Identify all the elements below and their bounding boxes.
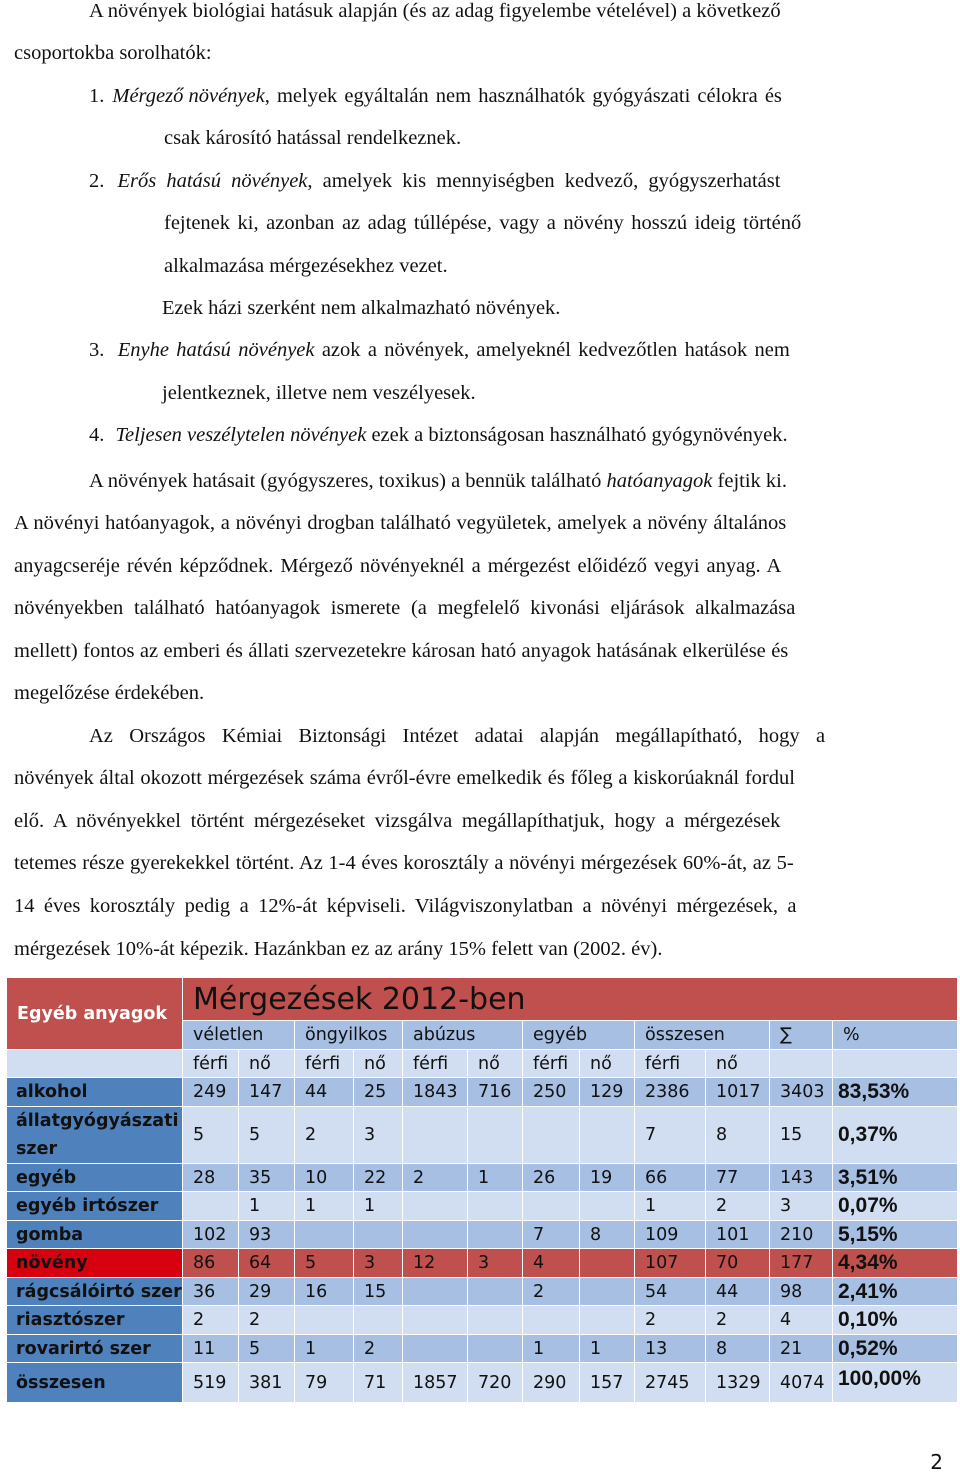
table-cell [580, 1306, 635, 1335]
list-text: azok a növények, amelyeknél kedvezőtlen hatások nem [314, 339, 790, 361]
table-cell [295, 1221, 354, 1249]
table-cell [580, 1249, 635, 1278]
sub-header: férfi [523, 1050, 580, 1078]
paragraph-compounds-line3: növényekben található hatóanyagok ismerete (a megfelelő kivonási eljárások alkalmazása [14, 597, 796, 619]
table-cell: 44 [295, 1078, 354, 1107]
list-term: Mérgező növények [112, 85, 265, 107]
table-cell: 15 [354, 1278, 403, 1306]
table-cell: 2 [706, 1306, 770, 1335]
table-cell: 8 [706, 1335, 770, 1363]
sub-header-blank [7, 1050, 183, 1078]
group-header: öngyilkos [295, 1021, 403, 1050]
table-cell: 720 [468, 1363, 523, 1403]
row-label: alkohol [7, 1078, 183, 1107]
table-cell: 249 [183, 1078, 239, 1107]
table-cell: 1 [239, 1192, 295, 1221]
table-cell: 44 [706, 1278, 770, 1306]
table-cell: 10 [295, 1164, 354, 1192]
percent-cell: 5,15% [833, 1221, 958, 1249]
percent-cell: 3,51% [833, 1164, 958, 1192]
list-term: Enyhe hatású növények [117, 339, 315, 361]
table-row [7, 1306, 958, 1335]
row-label: egyéb irtószer [7, 1192, 183, 1221]
table-cell: 22 [354, 1164, 403, 1192]
table-cell: 5 [239, 1335, 295, 1363]
table-cell: 157 [580, 1363, 635, 1403]
table-cell: 36 [183, 1278, 239, 1306]
paragraph-stats-line2: növények által okozott mérgezések száma évről-évre emelkedik és főleg a kiskorúaknál fordul [14, 767, 795, 789]
table-cell: 4 [770, 1306, 833, 1335]
table-cell: 5 [239, 1107, 295, 1164]
table-cell [403, 1306, 468, 1335]
table-title: Mérgezések 2012-ben [183, 978, 958, 1021]
list-term: Erős hatású növények [117, 170, 308, 192]
list-item-1-line2: csak károsító hatással rendelkeznek. [164, 127, 462, 149]
list-number: 1. [89, 85, 105, 107]
list-text: ezek a biztonságosan használható gyógynövények. [366, 424, 788, 446]
table-cell: 1 [523, 1335, 580, 1363]
table-cell [468, 1335, 523, 1363]
table-cell: 1 [295, 1192, 354, 1221]
table-cell: 3 [354, 1107, 403, 1164]
table-cell: 2 [403, 1164, 468, 1192]
table-cell: 71 [354, 1363, 403, 1403]
table-cell: 3 [468, 1249, 523, 1278]
paragraph-compounds-line4: mellett) fontos az emberi és állati szervezetekre károsan ható anyagok hatásának elkerülése és [14, 640, 789, 662]
table-cell: 210 [770, 1221, 833, 1249]
list-item-2 [89, 171, 780, 192]
table-cell [468, 1306, 523, 1335]
table-cell: 107 [635, 1249, 706, 1278]
table-cell: 21 [770, 1335, 833, 1363]
table-cell: 8 [706, 1107, 770, 1164]
table-cell: 716 [468, 1078, 523, 1107]
table-cell: 101 [706, 1221, 770, 1249]
table-cell: 70 [706, 1249, 770, 1278]
table-row [7, 1164, 958, 1192]
list-item-2-line2: fejtenek ki, azonban az adag túllépése, vagy a növény hosszú ideig történő [164, 212, 802, 234]
table-cell: 98 [770, 1278, 833, 1306]
table-cell [403, 1278, 468, 1306]
table-cell [468, 1107, 523, 1164]
table-cell: 2386 [635, 1078, 706, 1107]
table-cell: 7 [523, 1221, 580, 1249]
table-cell: 11 [183, 1335, 239, 1363]
table-cell: 77 [706, 1164, 770, 1192]
table-cell [403, 1107, 468, 1164]
row-label: összesen [7, 1363, 183, 1403]
table-cell: 2 [183, 1306, 239, 1335]
table-corner: Egyéb anyagok [7, 978, 183, 1050]
table-cell: 3403 [770, 1078, 833, 1107]
table-cell [468, 1278, 523, 1306]
table-cell: 26 [523, 1164, 580, 1192]
list-item-3-line2: jelentkeznek, illetve nem veszélyesek. [162, 382, 476, 404]
table-cell: 177 [770, 1249, 833, 1278]
table-cell: 4074 [770, 1363, 833, 1403]
table-row [7, 1249, 958, 1278]
list-item-2-line4: Ezek házi szerként nem alkalmazható növények. [162, 297, 561, 319]
table-cell: 86 [183, 1249, 239, 1278]
percent-cell: 4,34% [833, 1249, 958, 1278]
table-row [7, 1107, 958, 1164]
row-label: rovarirtó szer [7, 1335, 183, 1363]
percent-cell: 0,52% [833, 1335, 958, 1363]
sub-header: nő [580, 1050, 635, 1078]
table-cell: 2 [635, 1306, 706, 1335]
table-cell: 102 [183, 1221, 239, 1249]
paragraph-stats-line6: mérgezések 10%-át képezik. Hazánkban ez az arány 15% felett van (2002. év). [14, 938, 663, 960]
table-cell: 79 [295, 1363, 354, 1403]
table-cell: 12 [403, 1249, 468, 1278]
table-row [7, 1078, 958, 1107]
paragraph-stats-line5: 14 éves korosztály pedig a 12%-át képviseli. Világviszonylatban a növényi mérgezések, a [14, 895, 797, 917]
sub-header: nő [239, 1050, 295, 1078]
list-item-3 [89, 340, 790, 361]
table-cell [468, 1221, 523, 1249]
table-cell: 1 [468, 1164, 523, 1192]
table-cell: 1843 [403, 1078, 468, 1107]
group-header: ∑ [770, 1021, 833, 1050]
table-cell [468, 1192, 523, 1221]
list-number: 4. [89, 424, 105, 446]
row-label: gomba [7, 1221, 183, 1249]
table-cell: 1 [580, 1335, 635, 1363]
paragraph-effects-term: hatóanyagok [606, 470, 713, 492]
list-item-4 [89, 425, 788, 446]
table-cell [523, 1192, 580, 1221]
table-cell: 19 [580, 1164, 635, 1192]
table-cell [523, 1107, 580, 1164]
table-cell: 519 [183, 1363, 239, 1403]
table-cell: 4 [523, 1249, 580, 1278]
table-cell: 1329 [706, 1363, 770, 1403]
paragraph-compounds-line1: A növényi hatóanyagok, a növényi drogban található vegyületek, amelyek a növény általános [14, 512, 787, 534]
group-header: véletlen [183, 1021, 295, 1050]
row-label: riasztószer [7, 1306, 183, 1335]
paragraph-compounds-line2: anyagcseréje révén képződnek. Mérgező növényeknél a mérgezést előidéző vegyi anyag. A [14, 555, 782, 577]
table-row [7, 1335, 958, 1363]
table-cell: 2 [523, 1278, 580, 1306]
table-cell: 3 [770, 1192, 833, 1221]
sub-header-blank [770, 1050, 833, 1078]
table-cell: 2 [295, 1107, 354, 1164]
paragraph-effects-text: A növények hatásait (gyógyszeres, toxikus) a bennük található [89, 470, 607, 492]
row-label: állatgyógyászati szer [7, 1107, 183, 1164]
table-cell: 1 [354, 1192, 403, 1221]
group-header: abúzus [403, 1021, 523, 1050]
table-cell: 54 [635, 1278, 706, 1306]
table-cell: 93 [239, 1221, 295, 1249]
list-number: 3. [89, 339, 105, 361]
table-cell: 64 [239, 1249, 295, 1278]
table-cell: 1 [295, 1335, 354, 1363]
table-cell: 2 [706, 1192, 770, 1221]
table-cell: 381 [239, 1363, 295, 1403]
table-cell: 109 [635, 1221, 706, 1249]
table-cell [403, 1221, 468, 1249]
group-header: összesen [635, 1021, 770, 1050]
table-cell: 15 [770, 1107, 833, 1164]
list-text: , melyek egyáltalán nem használhatók gyógyászati célokra és [264, 85, 782, 107]
percent-cell: 2,41% [833, 1278, 958, 1306]
table-cell: 8 [580, 1221, 635, 1249]
table-cell: 250 [523, 1078, 580, 1107]
row-label: növény [7, 1249, 183, 1278]
table-cell: 28 [183, 1164, 239, 1192]
table-cell [354, 1306, 403, 1335]
percent-cell: 0,10% [833, 1306, 958, 1335]
table-row [7, 1363, 958, 1403]
group-header: % [833, 1021, 958, 1050]
paragraph-intro-line1: A növények biológiai hatásuk alapján (és az adag figyelembe vételével) a következő [89, 0, 781, 22]
row-label: rágcsálóirtó szer [7, 1278, 183, 1306]
sub-header: férfi [183, 1050, 239, 1078]
table-cell [354, 1221, 403, 1249]
table-cell: 5 [183, 1107, 239, 1164]
table-row [7, 1192, 958, 1221]
table-cell [295, 1306, 354, 1335]
page-number: 2 [930, 1450, 943, 1474]
sub-header-blank [833, 1050, 958, 1078]
list-term: Teljesen veszélytelen növények [115, 424, 367, 446]
table-cell: 1857 [403, 1363, 468, 1403]
list-number: 2. [89, 170, 105, 192]
paragraph-stats-line4: tetemes része gyerekekkel történt. Az 1-4 éves korosztály a növényi mérgezések 60%-át, az 5- [14, 852, 794, 874]
paragraph-effects [89, 471, 787, 492]
paragraph-effects-end: fejtik ki. [712, 470, 787, 492]
table-cell: 25 [354, 1078, 403, 1107]
percent-cell: 0,07% [833, 1192, 958, 1221]
list-item-2-line3: alkalmazása mérgezésekhez vezet. [164, 255, 448, 277]
percent-cell: 83,53% [833, 1078, 958, 1107]
table-cell: 290 [523, 1363, 580, 1403]
table-cell: 1017 [706, 1078, 770, 1107]
table-cell [183, 1192, 239, 1221]
sub-header: nő [706, 1050, 770, 1078]
sub-header: nő [468, 1050, 523, 1078]
sub-header: férfi [295, 1050, 354, 1078]
sub-header: férfi [635, 1050, 706, 1078]
percent-cell: 0,37% [833, 1107, 958, 1164]
table-cell: 129 [580, 1078, 635, 1107]
list-item-1 [89, 86, 945, 107]
percent-cell: 100,00% [833, 1363, 958, 1403]
table-sub-header [7, 1050, 958, 1078]
poisoning-table [6, 977, 958, 1403]
table-cell [523, 1306, 580, 1335]
table-cell [580, 1192, 635, 1221]
table-cell: 16 [295, 1278, 354, 1306]
table-cell: 2 [354, 1335, 403, 1363]
paragraph-intro-line2: csoportokba sorolhatók: [14, 42, 212, 64]
paragraph-compounds-line5: megelőzése érdekében. [14, 682, 205, 704]
table-cell: 3 [354, 1249, 403, 1278]
table-cell: 66 [635, 1164, 706, 1192]
table-cell: 2 [239, 1306, 295, 1335]
table-cell: 5 [295, 1249, 354, 1278]
list-text: , amelyek kis mennyiségben kedvező, gyógyszerhatást [307, 170, 781, 192]
table-cell: 35 [239, 1164, 295, 1192]
table-cell [580, 1107, 635, 1164]
paragraph-stats-line1: Az Országos Kémiai Biztonsági Intézet adatai alapján megállapítható, hogy a [89, 725, 826, 747]
row-label: egyéb [7, 1164, 183, 1192]
group-header: egyéb [523, 1021, 635, 1050]
sub-header: nő [354, 1050, 403, 1078]
table-cell [403, 1192, 468, 1221]
table-cell: 1 [635, 1192, 706, 1221]
table-cell: 13 [635, 1335, 706, 1363]
table-cell: 2745 [635, 1363, 706, 1403]
table-cell: 143 [770, 1164, 833, 1192]
table-cell: 7 [635, 1107, 706, 1164]
paragraph-stats-line3: elő. A növényekkel történt mérgezéseket vizsgálva megállapíthatjuk, hogy a mérgezések [14, 810, 781, 832]
table-cell [580, 1278, 635, 1306]
table-cell: 147 [239, 1078, 295, 1107]
table-row [7, 1278, 958, 1306]
table-cell [403, 1335, 468, 1363]
sub-header: férfi [403, 1050, 468, 1078]
table-cell: 29 [239, 1278, 295, 1306]
table-row [7, 1221, 958, 1249]
